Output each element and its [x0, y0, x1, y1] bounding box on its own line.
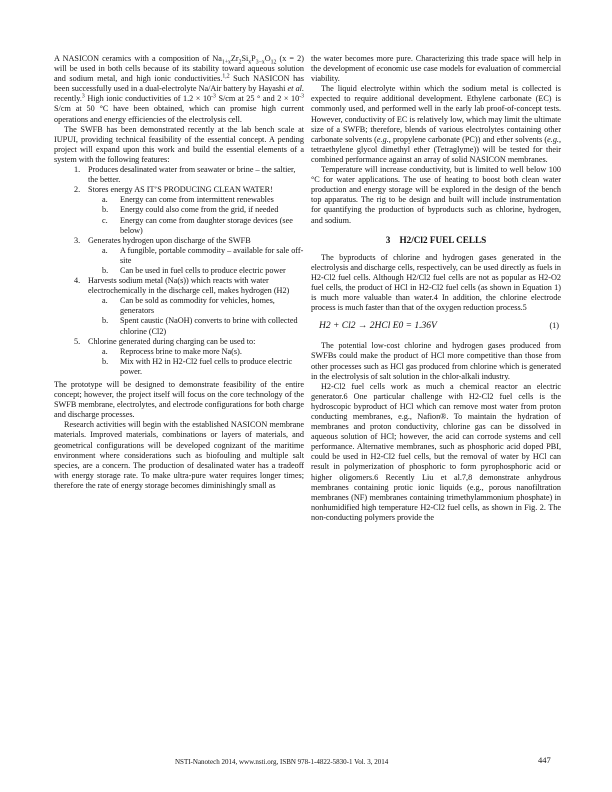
list-text: Stores energy AS IT’S PRODUCING CLEAN WATER! — [88, 185, 273, 195]
sub-list-item — [88, 296, 304, 316]
sub-list-letter: b. — [102, 356, 109, 366]
paragraph-temperature: Temperature will increase conductivity, but is limited to well below 100 °C for water applications. The use of heating to boost both clean water production and energy storage will be explored in the design of the bench top apparatus. The rig to be design and built will include instrumentation for quantifying the production of byproducts such as chlorine, hydrogen, and sodium. — [311, 165, 561, 225]
section-heading: 3 H2/Cl2 FUEL CELLS — [385, 234, 487, 245]
paragraph-low-cost: The potential low-cost chlorine and hydrogen gases produced from SWFBs could make the product of HCl more competitive than those from other processes such as HCl gas produced from chlorine which is generated in the electrolysis of salt solution in the chlor-alkali industry. — [311, 341, 561, 381]
page-number: 447 — [538, 755, 551, 765]
sub-list-item — [88, 246, 304, 266]
list-number: 2. — [74, 185, 81, 195]
list-item — [54, 185, 304, 235]
sub-list-letter: a. — [102, 346, 108, 356]
list-item — [54, 165, 304, 185]
sub-list-item — [88, 205, 304, 215]
list-item — [54, 337, 304, 377]
sub-list-letter: a. — [102, 245, 108, 255]
sub-list-item — [88, 195, 304, 205]
sub-list-item — [88, 316, 304, 336]
right-column — [311, 54, 561, 523]
sub-list — [88, 347, 304, 377]
sub-list-item — [88, 266, 304, 276]
sub-list-letter: a. — [102, 195, 108, 205]
list-number: 3. — [74, 235, 81, 245]
sub-list-letter: b. — [102, 316, 109, 326]
sub-list-text: Mix with H2 in H2-Cl2 fuel cells to produce electric power. — [120, 356, 293, 376]
sub-list-letter: b. — [102, 265, 109, 275]
sub-list — [88, 195, 304, 235]
list-text: Generates hydrogen upon discharge of the SWFB — [88, 235, 251, 245]
sub-list-text: Energy could also come from the grid, if needed — [120, 205, 279, 215]
list-number: 1. — [74, 165, 81, 175]
list-text: Produces desalinated water from seawater or brine – the saltier, the better. — [88, 165, 296, 185]
list-text: Chlorine generated during charging can be used to: — [88, 336, 256, 346]
paragraph-byproducts: The byproducts of chlorine and hydrogen gases generated in the electrolysis and discharge cells, respectively, can be used directly as fuels in H2-Cl2 fuel cells. Although H2/Cl2 fuel cells are not as popular as H2-O2 fuel cells, the product of HCl in H2-Cl2 fuel cells (as shown in Equation 1) is much more valuable than water.4 In addition, the chlorine electrode process is much faster than that of the oxygen reduction process.5 — [311, 252, 561, 313]
sub-list-text: Can be sold as commodity for vehicles, homes, generators — [120, 296, 275, 316]
page-footer: NSTI-Nanotech 2014, www.nsti.org, ISBN 978-1-4822-5830-1 Vol. 3, 2014 — [175, 758, 389, 766]
list-number: 5. — [74, 336, 81, 346]
sub-list — [88, 296, 304, 336]
paragraph-electrolyte: The liquid electrolyte within which the sodium metal is collected is expected to require additional development. Ethylene carbonate (EC) is commonly used, and performed well in the early lab proof-of-concept tests. However, conductivity of EC is relatively low, which may limit the ultimate size of a SWFB; therefore, blends of various electrolytes containing other carbonate solvents (e.g., propylene carbonate (PC)) and ether solvents (e.g., tetraethylene glycol dimethyl ether (Tetraglyme)) will be tested for their combined performance against an array of solid NASICON membranes. — [311, 84, 562, 164]
sub-list-text: Energy can come from intermittent renewables — [120, 195, 274, 205]
list-text: Harvests sodium metal (Na(s)) which reacts with water electrochemically in the discharge cell, makes hydrogen (H2) — [88, 276, 290, 296]
equation-1 — [311, 321, 561, 331]
equation-number: (1) — [549, 321, 559, 331]
sub-list-text: Can be used in fuel cells to produce electric power — [120, 265, 286, 275]
sub-list-item — [88, 216, 304, 236]
paragraph-water-pure: the water becomes more pure. Characterizing this trade space will help in the development of economic use case models for evaluation of commercial viability. — [311, 54, 561, 84]
paragraph-swfb: The SWFB has been demonstrated recently at the lab bench scale at IUPUI, providing technical feasibility of the essential concept. A pending project will expand upon this work and build the essential elements of a system with the following features: — [54, 124, 304, 164]
list-item — [54, 236, 304, 276]
left-column — [54, 54, 304, 491]
paragraph-nasicon: A NASICON ceramics with a composition of $Na_{1+x}Zr_2Si_xP_{3-x}O_{12}$ (x = 2) will be used in both cells because of its stability toward aqueous solution and sodium metal, and high ionic conductivities.$^{1,2}$ Such NASICON has been successfully used in a dual-electrolyte Na/Air battery by Hayashi et al. recently.$^3$ High ionic conductivities of $1.2 \times 10^{-3}$ S/cm at 25 ° and $2 \times 10^{-3}$ S/cm at 50 °C have been obtained, which can promise high current operations and energy efficiencies of the electrolysis cell. — [54, 54, 304, 124]
sub-list-letter: a. — [102, 296, 108, 306]
sub-list-letter: b. — [102, 205, 109, 215]
list-number: 4. — [74, 276, 81, 286]
sub-list — [88, 246, 304, 276]
paragraph-prototype: The prototype will be designed to demonstrate feasibility of the entire concept; however, the project itself will focus on the core technology of the SWFB membrane, electrolytes, and electrode configurations for both charge and discharge processes. — [54, 380, 304, 420]
feature-list — [54, 165, 304, 377]
paragraph-fuel-cells: H2-Cl2 fuel cells work as much a chemical reactor an electric generator.6 One particular challenge with H2-Cl2 fuel cells is the hydroscopic byproduct of HCl which can remove most water from proton conducting membranes, e.g., Nafion®. To maintain the hydration of membranes and proton conductivity, chlorine gas can be dissolved in aqueous solution of HCl; however, the acid can corrode systems and cell performance. Alternative membranes, such as phosphoric acid doped PBI, could be used in H2-Cl2 fuel cells, but the removal of water by HCl can result in polymerization of phosphoric to form pyrophosphoric acid or higher oligomers.6 Recently Liu et al.7,8 demonstrate anhydrous membranes containing protic ionic liquids (e.g., porous nanofiltration membranes (NF) membranes containing trimethylammonium phosphate) in nonhumidified high temperature H2-Cl2 fuel cells, as shown in Fig. 2. The non-conducting polymers provide the — [311, 381, 561, 522]
equation-expression: H2 + Cl2 → 2HCl E0 = 1.36V — [319, 321, 437, 332]
sub-list-text: Spent caustic (NaOH) converts to brine with collected chlorine (Cl2) — [120, 316, 298, 336]
sub-list-letter: c. — [102, 215, 108, 225]
sub-list-item — [88, 347, 304, 357]
sub-list-text: Energy can come from daughter storage devices (see below) — [120, 215, 293, 235]
sub-list-item — [88, 357, 304, 377]
sub-list-text: Reprocess brine to make more Na(s). — [120, 346, 242, 356]
paragraph-research: Research activities will begin with the established NASICON membrane materials. Improved materials, combinations or layers of materials, and geometrical configurations will be developed cognizant of the maritime environment where considerations such as biofouling and multiple salt species, are a concern. The production of desalinated water has a tradeoff with energy storage rate. To make ultra-pure water requires longer times; therefore the rate of energy storage becomes diminishingly small as — [54, 420, 304, 490]
list-item — [54, 276, 304, 337]
sub-list-text: A fungible, portable commodity – available for sale off-site — [120, 245, 304, 265]
